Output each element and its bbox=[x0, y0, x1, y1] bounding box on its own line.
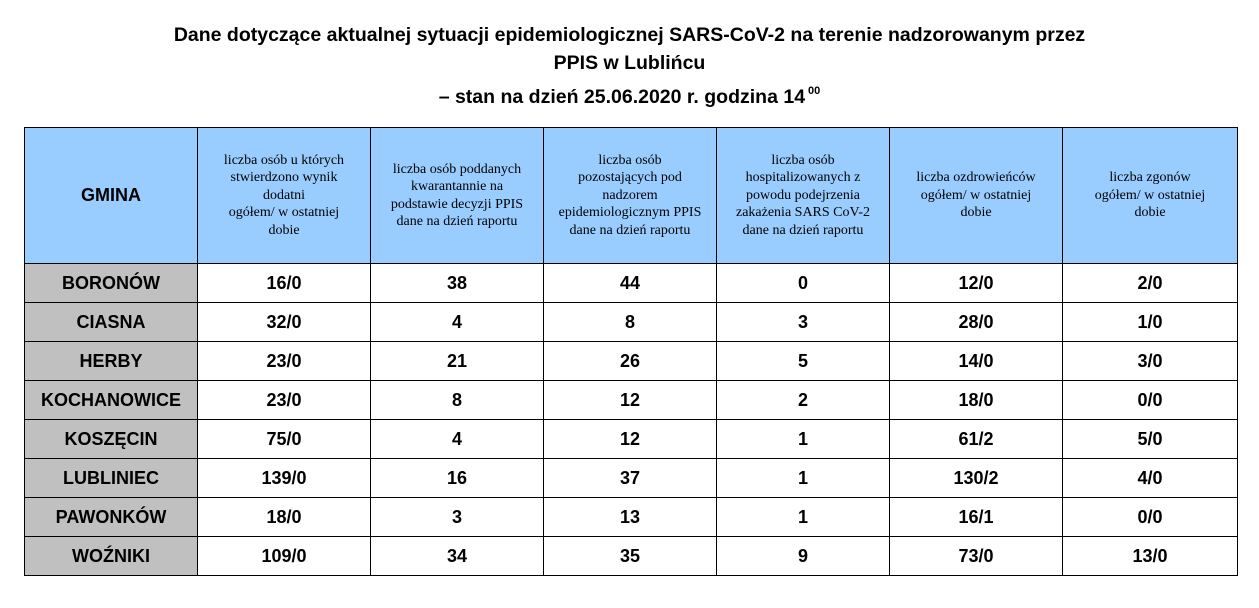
header-line: stwierdzono wynik bbox=[230, 170, 338, 186]
table-row bbox=[25, 381, 1238, 420]
header-line: epidemiologicznym PPIS bbox=[558, 205, 702, 221]
cell-hospitalized: 2 bbox=[717, 381, 890, 420]
cell-hospitalized: 9 bbox=[717, 537, 890, 576]
header-line: dane na dzień raportu bbox=[569, 222, 691, 238]
cell-deaths: 0/0 bbox=[1063, 498, 1238, 537]
header-line: dodatni bbox=[262, 187, 305, 203]
cell-positive: 18/0 bbox=[198, 498, 371, 537]
header-positive bbox=[198, 128, 371, 264]
cell-gmina: KOSZĘCIN bbox=[25, 420, 198, 459]
cell-positive: 75/0 bbox=[198, 420, 371, 459]
header-line: ogółem/ w ostatniej bbox=[1094, 187, 1206, 203]
cell-quarantine: 16 bbox=[371, 459, 544, 498]
header-recovered-text bbox=[914, 169, 1037, 222]
cell-quarantine: 21 bbox=[371, 342, 544, 381]
cell-supervision: 12 bbox=[544, 381, 717, 420]
header-line: pozostających pod bbox=[578, 170, 682, 186]
cell-quarantine: 38 bbox=[371, 264, 544, 303]
header-hospitalized-text bbox=[734, 152, 872, 240]
cell-quarantine: 4 bbox=[371, 303, 544, 342]
cell-supervision: 12 bbox=[544, 420, 717, 459]
cell-quarantine: 3 bbox=[371, 498, 544, 537]
table-row bbox=[25, 459, 1238, 498]
header-supervision-text bbox=[557, 152, 704, 240]
header-positive-text bbox=[222, 152, 346, 240]
cell-recovered: 28/0 bbox=[890, 303, 1063, 342]
cell-hospitalized: 1 bbox=[717, 459, 890, 498]
cell-recovered: 16/1 bbox=[890, 498, 1063, 537]
cell-positive: 16/0 bbox=[198, 264, 371, 303]
header-line: liczba ozdrowieńców bbox=[916, 170, 1036, 186]
table-body bbox=[25, 264, 1238, 576]
epidemic-data-table bbox=[24, 127, 1238, 576]
header-line: podstawie decyzji PPIS bbox=[390, 196, 524, 212]
cell-deaths: 4/0 bbox=[1063, 459, 1238, 498]
cell-recovered: 14/0 bbox=[890, 342, 1063, 381]
cell-supervision: 44 bbox=[544, 264, 717, 303]
cell-supervision: 8 bbox=[544, 303, 717, 342]
cell-gmina: KOCHANOWICE bbox=[25, 381, 198, 420]
table-row bbox=[25, 264, 1238, 303]
cell-positive: 109/0 bbox=[198, 537, 371, 576]
header-line: zakażenia SARS CoV-2 bbox=[735, 205, 871, 221]
cell-positive: 23/0 bbox=[198, 381, 371, 420]
header-line: liczba osób bbox=[771, 152, 835, 168]
cell-positive: 32/0 bbox=[198, 303, 371, 342]
cell-hospitalized: 1 bbox=[717, 498, 890, 537]
document-title bbox=[0, 21, 1259, 111]
header-line: dobie bbox=[960, 205, 992, 221]
cell-supervision: 37 bbox=[544, 459, 717, 498]
cell-hospitalized: 3 bbox=[717, 303, 890, 342]
table-row bbox=[25, 537, 1238, 576]
title-line-1: Dane dotyczące aktualnej sytuacji epidemiologicznej SARS-CoV-2 na terenie nadzorowanym przez bbox=[173, 24, 1086, 46]
title-line-3 bbox=[0, 77, 1259, 111]
title-hour-minutes: 00 bbox=[808, 85, 821, 97]
header-supervision bbox=[544, 128, 717, 264]
header-line: liczba osób bbox=[598, 152, 662, 168]
cell-recovered: 73/0 bbox=[890, 537, 1063, 576]
cell-gmina: WOŹNIKI bbox=[25, 537, 198, 576]
header-line: ogółem/ w ostatniej bbox=[228, 205, 340, 221]
cell-recovered: 18/0 bbox=[890, 381, 1063, 420]
cell-gmina: HERBY bbox=[25, 342, 198, 381]
header-line: dane na dzień raportu bbox=[396, 214, 518, 229]
header-row bbox=[25, 128, 1238, 264]
cell-gmina: LUBLINIEC bbox=[25, 459, 198, 498]
cell-positive: 139/0 bbox=[198, 459, 371, 498]
header-line: liczba zgonów bbox=[1109, 170, 1191, 186]
cell-positive: 23/0 bbox=[198, 342, 371, 381]
cell-hospitalized: 0 bbox=[717, 264, 890, 303]
cell-hospitalized: 5 bbox=[717, 342, 890, 381]
header-quarantine-text bbox=[389, 161, 525, 231]
cell-deaths: 3/0 bbox=[1063, 342, 1238, 381]
cell-supervision: 35 bbox=[544, 537, 717, 576]
table-row bbox=[25, 420, 1238, 459]
cell-supervision: 13 bbox=[544, 498, 717, 537]
title-line-3-text: – stan na dzień 25.06.2020 r. godzina 14 bbox=[438, 86, 806, 108]
title-line-2: PPIS w Lublińcu bbox=[553, 52, 706, 74]
header-line: dobie bbox=[1134, 205, 1166, 221]
header-recovered bbox=[890, 128, 1063, 264]
header-line: liczba osób u których bbox=[223, 152, 345, 168]
cell-deaths: 13/0 bbox=[1063, 537, 1238, 576]
header-line: ogółem/ w ostatniej bbox=[920, 187, 1032, 203]
header-deaths-text bbox=[1093, 169, 1207, 222]
cell-quarantine: 34 bbox=[371, 537, 544, 576]
cell-gmina: PAWONKÓW bbox=[25, 498, 198, 537]
header-line: dane na dzień raportu bbox=[742, 222, 864, 238]
header-line: hospitalizowanych z bbox=[745, 170, 861, 186]
cell-deaths: 2/0 bbox=[1063, 264, 1238, 303]
cell-deaths: 5/0 bbox=[1063, 420, 1238, 459]
cell-deaths: 1/0 bbox=[1063, 303, 1238, 342]
cell-deaths: 0/0 bbox=[1063, 381, 1238, 420]
header-quarantine bbox=[371, 128, 544, 264]
header-line: powodu podejrzenia bbox=[746, 187, 860, 203]
cell-recovered: 12/0 bbox=[890, 264, 1063, 303]
header-line: dobie bbox=[268, 222, 300, 238]
header-line: nadzorem bbox=[602, 187, 658, 203]
cell-gmina: BORONÓW bbox=[25, 264, 198, 303]
header-line: liczba osób poddanych bbox=[392, 161, 522, 177]
table-row bbox=[25, 303, 1238, 342]
cell-gmina: CIASNA bbox=[25, 303, 198, 342]
cell-hospitalized: 1 bbox=[717, 420, 890, 459]
header-line: kwarantannie na bbox=[410, 179, 504, 194]
header-gmina: GMINA bbox=[25, 128, 198, 264]
cell-recovered: 130/2 bbox=[890, 459, 1063, 498]
table-row bbox=[25, 498, 1238, 537]
header-deaths bbox=[1063, 128, 1238, 264]
cell-recovered: 61/2 bbox=[890, 420, 1063, 459]
cell-supervision: 26 bbox=[544, 342, 717, 381]
table-row bbox=[25, 342, 1238, 381]
header-hospitalized bbox=[717, 128, 890, 264]
cell-quarantine: 4 bbox=[371, 420, 544, 459]
cell-quarantine: 8 bbox=[371, 381, 544, 420]
